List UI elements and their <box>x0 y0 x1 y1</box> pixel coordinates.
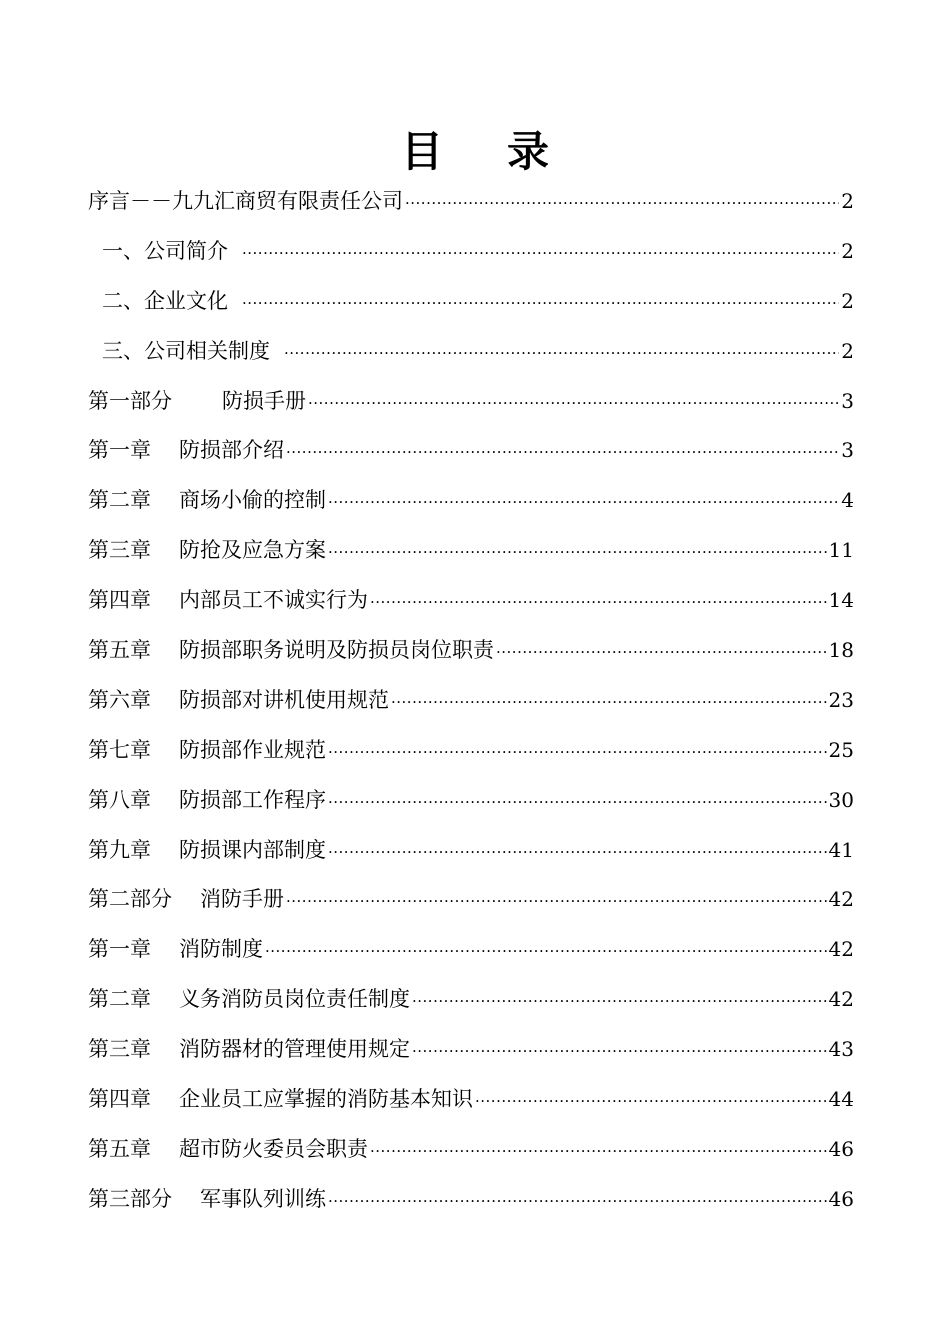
toc-entry[interactable] <box>88 579 854 629</box>
toc-entry[interactable] <box>88 529 854 579</box>
toc-entry-number: 二、 <box>102 288 144 313</box>
toc-entry-label <box>88 479 326 521</box>
toc-dot-leader <box>284 332 839 374</box>
toc-entry-title: 超市防火委员会职责 <box>179 1136 368 1161</box>
toc-entry[interactable] <box>88 380 854 430</box>
toc-entry-title: 防损部职务说明及防损员岗位职责 <box>179 638 494 663</box>
toc-entry-page-number: 4 <box>841 488 854 513</box>
toc-entry-label <box>88 978 410 1020</box>
toc-entry-page-number: 2 <box>841 238 854 263</box>
toc-entry-label <box>88 1178 326 1220</box>
toc-entry-number: 第四章 <box>88 1087 151 1112</box>
toc-entry-number: 第三章 <box>88 1037 151 1062</box>
toc-entry-title: 防损部工作程序 <box>179 787 326 812</box>
toc-entry-label <box>88 280 228 322</box>
toc-entry-label <box>88 829 326 871</box>
toc-entry-page-number: 43 <box>828 1037 854 1062</box>
toc-entry-label <box>88 1028 410 1070</box>
toc-dot-leader <box>405 182 839 224</box>
toc-dot-leader <box>496 631 827 673</box>
toc-dot-leader <box>370 581 827 623</box>
toc-entry[interactable] <box>88 729 854 779</box>
toc-entry-title: 消防手册 <box>200 887 284 912</box>
toc-dot-leader <box>328 831 827 873</box>
toc-dot-leader <box>328 781 827 823</box>
toc-entry-title: 防抢及应急方案 <box>179 538 326 563</box>
toc-entry-number: 第二部分 <box>88 887 172 912</box>
toc-entry-page-number: 11 <box>828 538 854 563</box>
toc-entry-title: 消防器材的管理使用规定 <box>179 1037 410 1062</box>
toc-entry-page-number: 42 <box>828 937 854 962</box>
toc-entry-title: 企业文化 <box>144 288 228 313</box>
toc-entry[interactable] <box>88 679 854 729</box>
toc-entry-title: 防损部作业规范 <box>179 737 326 762</box>
toc-entry[interactable] <box>88 978 854 1028</box>
toc-entry-page-number: 14 <box>828 588 854 613</box>
toc-entry-page-number: 30 <box>828 787 854 812</box>
toc-entry-number: 第三部分 <box>88 1186 172 1211</box>
toc-entry-title: 防损部对讲机使用规范 <box>179 687 389 712</box>
toc-entry-page-number: 18 <box>828 638 854 663</box>
toc-entry-page-number: 2 <box>841 338 854 363</box>
toc-dot-leader <box>328 481 839 523</box>
toc-entry[interactable] <box>88 1128 854 1178</box>
toc-dot-leader <box>286 431 839 473</box>
toc-entry-title: 公司相关制度 <box>144 338 270 363</box>
toc-entry[interactable] <box>88 230 854 280</box>
toc-entry-label <box>88 729 326 771</box>
toc-entry-number: 第八章 <box>88 787 151 812</box>
toc-title-char-1: 目 <box>400 127 443 176</box>
toc-dot-leader <box>242 282 839 324</box>
toc-title <box>0 122 950 182</box>
toc-list <box>88 180 854 1228</box>
toc-dot-leader <box>370 1130 827 1172</box>
toc-dot-leader <box>412 980 827 1022</box>
toc-entry[interactable] <box>88 479 854 529</box>
toc-entry[interactable] <box>88 429 854 479</box>
toc-dot-leader <box>391 681 827 723</box>
toc-entry-number: 第四章 <box>88 588 151 613</box>
toc-entry-label <box>88 529 326 571</box>
toc-entry-number: 三、 <box>102 338 144 363</box>
toc-entry-page-number: 3 <box>841 438 854 463</box>
toc-entry-number: 第六章 <box>88 687 151 712</box>
toc-entry[interactable] <box>88 878 854 928</box>
toc-entry-label <box>88 230 228 272</box>
toc-entry-title: 消防制度 <box>179 937 263 962</box>
toc-entry-label <box>88 429 284 471</box>
toc-dot-leader <box>308 382 839 424</box>
toc-entry-number: 第一章 <box>88 937 151 962</box>
toc-entry-label <box>88 629 494 671</box>
toc-entry[interactable] <box>88 1028 854 1078</box>
toc-entry[interactable] <box>88 928 854 978</box>
toc-entry-page-number: 46 <box>828 1136 854 1161</box>
toc-entry-label <box>88 928 263 970</box>
toc-entry-number: 第二章 <box>88 987 151 1012</box>
toc-entry-title: 防损部介绍 <box>179 438 284 463</box>
toc-entry-number: 第三章 <box>88 538 151 563</box>
toc-entry[interactable] <box>88 1078 854 1128</box>
toc-entry-label <box>88 679 389 721</box>
toc-entry[interactable] <box>88 829 854 879</box>
toc-entry-title: 防损课内部制度 <box>179 837 326 862</box>
toc-entry-title: 防损手册 <box>222 388 306 413</box>
toc-entry-page-number: 3 <box>841 388 854 413</box>
toc-entry-title: 序言－－九九汇商贸有限责任公司 <box>88 189 403 213</box>
toc-dot-leader <box>242 232 839 274</box>
toc-entry[interactable] <box>88 1178 854 1228</box>
toc-entry-title: 军事队列训练 <box>200 1186 326 1211</box>
toc-entry[interactable] <box>88 180 854 230</box>
toc-entry-page-number: 23 <box>828 687 854 712</box>
toc-entry-label <box>88 180 403 222</box>
toc-dot-leader <box>328 531 827 573</box>
toc-entry-number: 第二章 <box>88 488 151 513</box>
toc-dot-leader <box>412 1030 827 1072</box>
toc-entry-page-number: 2 <box>841 189 854 213</box>
toc-dot-leader <box>328 731 827 773</box>
toc-entry-page-number: 2 <box>841 288 854 313</box>
toc-entry-label <box>88 380 306 422</box>
toc-entry-page-number: 46 <box>828 1186 854 1211</box>
toc-entry-label <box>88 779 326 821</box>
toc-entry-title: 企业员工应掌握的消防基本知识 <box>179 1087 473 1112</box>
toc-entry-number: 第五章 <box>88 1136 151 1161</box>
toc-title-char-2: 录 <box>507 127 550 176</box>
toc-dot-leader <box>328 1180 827 1222</box>
toc-entry-number: 一、 <box>102 238 144 263</box>
toc-entry-title: 义务消防员岗位责任制度 <box>179 987 410 1012</box>
toc-entry-title: 公司简介 <box>144 238 228 263</box>
toc-entry[interactable] <box>88 779 854 829</box>
toc-entry-title: 商场小偷的控制 <box>179 488 326 513</box>
toc-entry-number: 第五章 <box>88 638 151 663</box>
toc-entry-label <box>88 330 270 372</box>
toc-entry-page-number: 42 <box>828 987 854 1012</box>
toc-entry-number: 第七章 <box>88 737 151 762</box>
toc-entry-number: 第一章 <box>88 438 151 463</box>
toc-entry-label <box>88 1128 368 1170</box>
toc-entry-title: 内部员工不诚实行为 <box>179 588 368 613</box>
toc-entry-label <box>88 579 368 621</box>
toc-entry-page-number: 41 <box>828 837 854 862</box>
toc-dot-leader <box>475 1080 827 1122</box>
toc-entry[interactable] <box>88 330 854 380</box>
toc-dot-leader <box>286 880 827 922</box>
toc-entry-label <box>88 1078 473 1120</box>
toc-entry-page-number: 44 <box>828 1087 854 1112</box>
toc-entry-page-number: 42 <box>828 887 854 912</box>
toc-entry-label <box>88 878 284 920</box>
toc-entry[interactable] <box>88 280 854 330</box>
toc-entry-page-number: 25 <box>828 737 854 762</box>
toc-entry-number: 第一部分 <box>88 388 172 413</box>
toc-entry[interactable] <box>88 629 854 679</box>
toc-dot-leader <box>265 930 827 972</box>
toc-entry-number: 第九章 <box>88 837 151 862</box>
